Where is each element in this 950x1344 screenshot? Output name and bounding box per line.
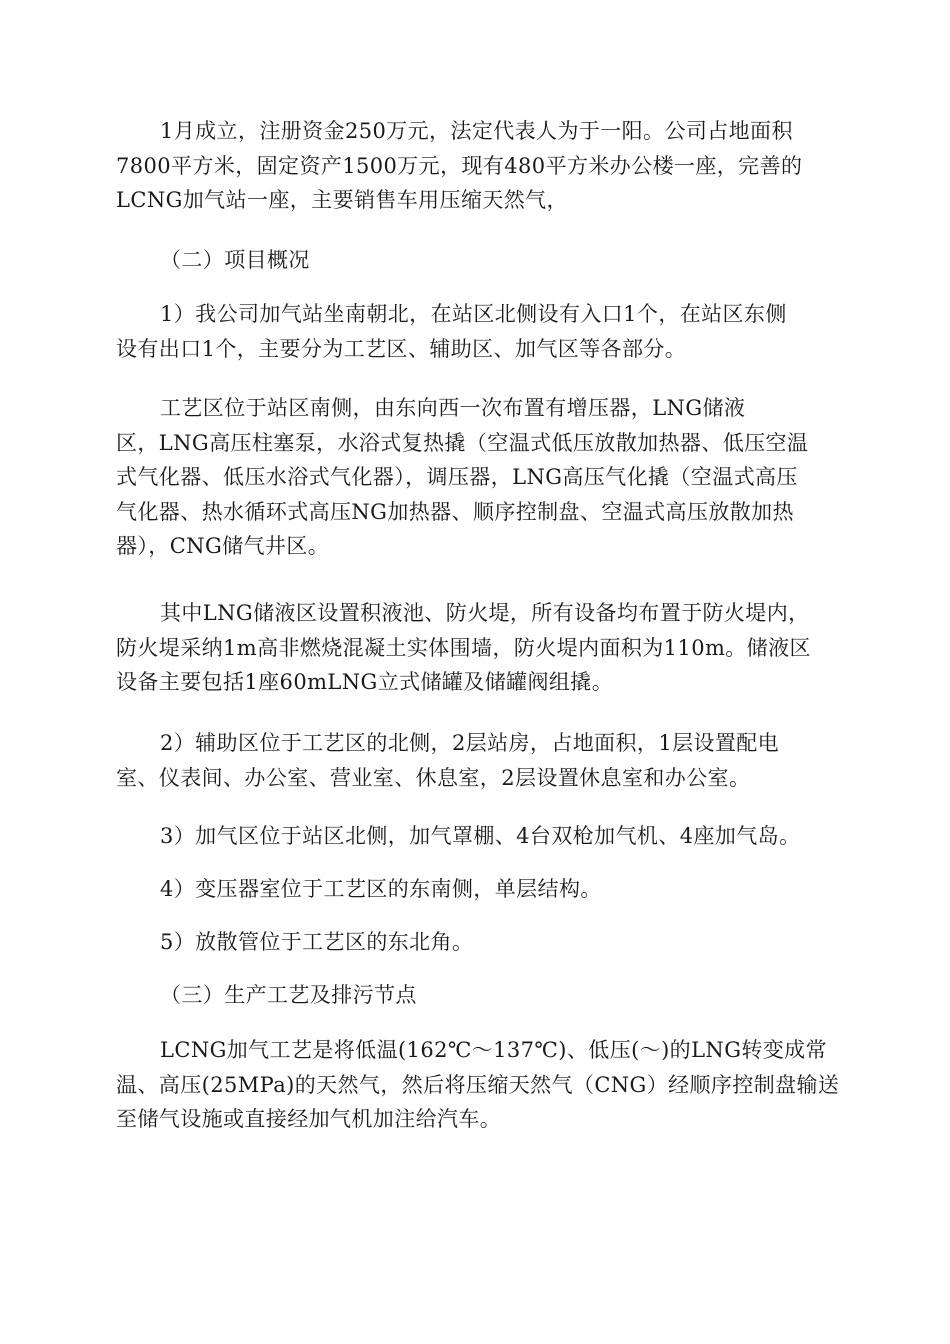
text-line: 室、仪表间、办公室、营业室、休息室，2层设置休息室和办公室。: [116, 765, 751, 790]
paragraph-station-layout: [116, 297, 834, 366]
paragraph-auxiliary-area: [116, 726, 834, 795]
text-line: 器），CNG储气井区。: [116, 534, 330, 558]
paragraph-lcng-process: [116, 1033, 840, 1137]
text-line: 其中LNG储液区设置积液池、防火堤，所有设备均布置于防火堤内，: [160, 601, 810, 625]
text-line: 1）我公司加气站坐南朝北，在站区北侧设有入口1个，在站区东侧: [160, 302, 787, 326]
text-line: 7800平方米，固定资产1500万元，现有480平方米办公楼一座，完善的: [116, 153, 803, 178]
paragraph-company-info: [116, 114, 834, 218]
paragraph-vent-pipe: [116, 925, 834, 960]
text-line: 1月成立，注册资金250万元，法定代表人为于一阳。公司占地面积: [160, 119, 793, 143]
heading-text: （三）生产工艺及排污节点: [160, 983, 417, 1007]
text-line: 防火堤采纳1m高非燃烧混凝土实体围墙，防火堤内面积为110m。储液区: [116, 635, 811, 660]
paragraph-fueling-area: [116, 819, 834, 854]
paragraph-lng-storage: [116, 596, 834, 700]
text-line: 5）放散管位于工艺区的东北角。: [160, 930, 474, 954]
heading-text: （二）项目概况: [160, 248, 310, 272]
text-line: 式气化器、低压水浴式气化器），调压器，LNG高压气化撬（空温式高压: [116, 465, 798, 489]
text-line: 气化器、热水循环式高压NG加热器、顺序控制盘、空温式高压放散加热: [116, 499, 794, 524]
text-line: 设备主要包括1座60mLNG立式储罐及储罐阀组撬。: [116, 670, 614, 694]
paragraph-process-area: [116, 391, 834, 564]
section-heading-project-overview: [116, 243, 834, 278]
text-line: LCNG加气站一座，主要销售车用压缩天然气，: [116, 188, 568, 212]
section-heading-production-process: [116, 978, 834, 1013]
text-line: 温、高压(25MPa)的天然气，然后将压缩天然气（CNG）经顺序控制盘输送: [116, 1072, 840, 1097]
text-line: 2）辅助区位于工艺区的北侧，2层站房，占地面积，1层设置配电: [160, 731, 780, 755]
text-line: 区，LNG高压柱塞泵，水浴式复热撬（空温式低压放散加热器、低压空温: [116, 430, 809, 455]
text-line: LCNG加气工艺是将低温(162℃～137℃)、低压(～)的LNG转变成常: [160, 1038, 827, 1062]
text-line: 工艺区位于站区南侧，由东向西一次布置有增压器，LNG储液: [160, 396, 746, 420]
text-line: 3）加气区位于站区北侧，加气罩棚、4台双枪加气机、4座加气岛。: [160, 824, 801, 848]
text-line: 至储气设施或直接经加气机加注给汽车。: [116, 1107, 502, 1131]
paragraph-transformer-room: [116, 872, 834, 907]
text-line: 4）变压器室位于工艺区的东南侧，单层结构。: [160, 877, 602, 901]
text-line: 设有出口1个，主要分为工艺区、辅助区、加气区等各部分。: [116, 336, 687, 361]
